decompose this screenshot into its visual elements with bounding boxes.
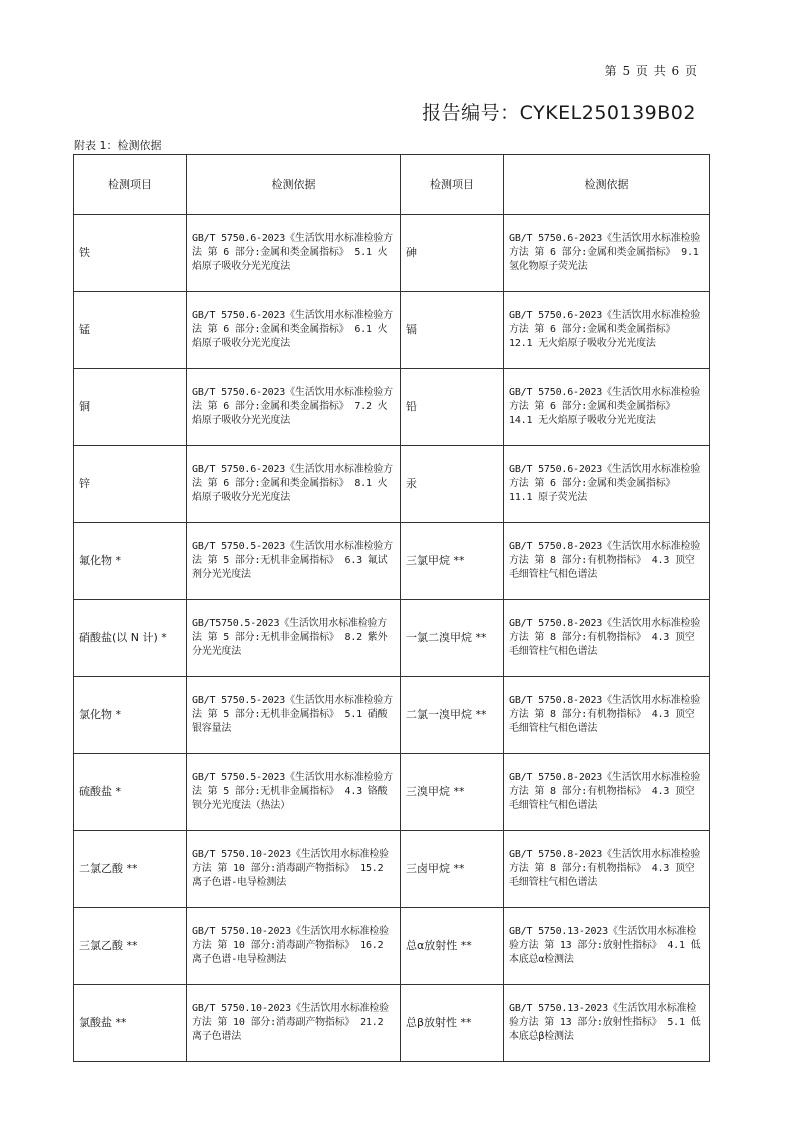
table-row [74, 754, 710, 831]
test-item-cell: 铅 [401, 369, 504, 446]
column-header-item: 检测项目 [74, 155, 187, 215]
test-item-cell: 一氯二溴甲烷 ** [401, 600, 504, 677]
table-row [74, 523, 710, 600]
table-row [74, 215, 710, 292]
table-body [74, 215, 710, 1062]
test-item-cell: 硝酸盐(以 N 计) * [74, 600, 187, 677]
test-method-cell: GB/T 5750.10-2023《生活饮用水标准检验方法 第 10 部分:消毒副产物指标》 16.2 离子色谱-电导检测法 [187, 908, 401, 985]
table-row [74, 985, 710, 1062]
test-method-cell: GB/T 5750.13-2023《生活饮用水标准检验方法 第 13 部分:放射性指标》 5.1 低本底总β检测法 [504, 985, 710, 1062]
test-method-cell: GB/T 5750.6-2023《生活饮用水标准检验方法 第 6 部分:金属和类金属指标》 9.1 氢化物原子荧光法 [504, 215, 710, 292]
test-method-cell: GB/T 5750.6-2023《生活饮用水标准检验方法 第 6 部分:金属和类金属指标》 7.2 火焰原子吸收分光光度法 [187, 369, 401, 446]
test-method-cell: GB/T 5750.6-2023《生活饮用水标准检验方法 第 6 部分:金属和类金属指标》 11.1 原子荧光法 [504, 446, 710, 523]
table-row [74, 600, 710, 677]
table-row [74, 369, 710, 446]
column-header-item: 检测项目 [401, 155, 504, 215]
test-method-cell: GB/T 5750.6-2023《生活饮用水标准检验方法 第 6 部分:金属和类金属指标》 12.1 无火焰原子吸收分光光度法 [504, 292, 710, 369]
test-item-cell: 氯酸盐 ** [74, 985, 187, 1062]
test-item-cell: 镉 [401, 292, 504, 369]
table-row [74, 677, 710, 754]
table-header-row [74, 155, 710, 215]
test-method-cell: GB/T 5750.6-2023《生活饮用水标准检验方法 第 6 部分:金属和类金属指标》 14.1 无火焰原子吸收分光光度法 [504, 369, 710, 446]
test-method-cell: GB/T 5750.10-2023《生活饮用水标准检验方法 第 10 部分:消毒副产物指标》 21.2 离子色谱法 [187, 985, 401, 1062]
test-method-cell: GB/T 5750.6-2023《生活饮用水标准检验方法 第 6 部分:金属和类金属指标》 5.1 火焰原子吸收分光光度法 [187, 215, 401, 292]
table-row [74, 908, 710, 985]
table-row [74, 292, 710, 369]
page-indicator: 第 5 页 共 6 页 [604, 64, 698, 78]
test-item-cell: 氯化物 * [74, 677, 187, 754]
table-row [74, 831, 710, 908]
test-method-cell: GB/T 5750.5-2023《生活饮用水标准检验方法 第 5 部分:无机非金属指标》 6.3 氟试剂分光光度法 [187, 523, 401, 600]
test-method-cell: GB/T 5750.13-2023《生活饮用水标准检验方法 第 13 部分:放射性指标》 4.1 低本底总α检测法 [504, 908, 710, 985]
test-method-cell: GB/T 5750.6-2023《生活饮用水标准检验方法 第 6 部分:金属和类金属指标》 8.1 火焰原子吸收分光光度法 [187, 446, 401, 523]
test-item-cell: 锌 [74, 446, 187, 523]
test-item-cell: 汞 [401, 446, 504, 523]
test-method-cell: GB/T 5750.8-2023《生活饮用水标准检验方法 第 8 部分:有机物指标》 4.3 顶空毛细管柱气相色谱法 [504, 600, 710, 677]
test-method-cell: GB/T 5750.8-2023《生活饮用水标准检验方法 第 8 部分:有机物指标》 4.3 顶空毛细管柱气相色谱法 [504, 523, 710, 600]
column-header-basis: 检测依据 [187, 155, 401, 215]
test-item-cell: 硫酸盐 * [74, 754, 187, 831]
report-number: 报告编号：CYKEL250139B02 [422, 102, 696, 124]
test-item-cell: 三卤甲烷 ** [401, 831, 504, 908]
test-item-cell: 二氯一溴甲烷 ** [401, 677, 504, 754]
test-method-cell: GB/T 5750.8-2023《生活饮用水标准检验方法 第 8 部分:有机物指标》 4.3 顶空毛细管柱气相色谱法 [504, 677, 710, 754]
test-item-cell: 二氯乙酸 ** [74, 831, 187, 908]
column-header-basis: 检测依据 [504, 155, 710, 215]
test-method-cell: GB/T5750.5-2023《生活饮用水标准检验方法 第 5 部分:无机非金属指标》 8.2 紫外分光光度法 [187, 600, 401, 677]
official-seal-stamp [760, 370, 790, 520]
test-item-cell: 氟化物 * [74, 523, 187, 600]
test-method-cell: GB/T 5750.5-2023《生活饮用水标准检验方法 第 5 部分:无机非金属指标》 4.3 铬酸钡分光光度法（热法） [187, 754, 401, 831]
test-item-cell: 三氯乙酸 ** [74, 908, 187, 985]
test-method-cell: GB/T 5750.5-2023《生活饮用水标准检验方法 第 5 部分:无机非金属指标》 5.1 硝酸银容量法 [187, 677, 401, 754]
test-item-cell: 砷 [401, 215, 504, 292]
test-method-cell: GB/T 5750.8-2023《生活饮用水标准检验方法 第 8 部分:有机物指标》 4.3 顶空毛细管柱气相色谱法 [504, 831, 710, 908]
test-item-cell: 锰 [74, 292, 187, 369]
test-method-cell: GB/T 5750.10-2023《生活饮用水标准检验方法 第 10 部分:消毒副产物指标》 15.2 离子色谱-电导检测法 [187, 831, 401, 908]
test-method-cell: GB/T 5750.8-2023《生活饮用水标准检验方法 第 8 部分:有机物指标》 4.3 顶空毛细管柱气相色谱法 [504, 754, 710, 831]
test-item-cell: 总α放射性 ** [401, 908, 504, 985]
test-item-cell: 总β放射性 ** [401, 985, 504, 1062]
table-caption: 附表 1：检测依据 [74, 139, 162, 152]
table-row [74, 446, 710, 523]
test-item-cell: 铜 [74, 369, 187, 446]
test-method-cell: GB/T 5750.6-2023《生活饮用水标准检验方法 第 6 部分:金属和类金属指标》 6.1 火焰原子吸收分光光度法 [187, 292, 401, 369]
test-item-cell: 三溴甲烷 ** [401, 754, 504, 831]
test-basis-table [73, 154, 710, 1062]
test-item-cell: 铁 [74, 215, 187, 292]
test-item-cell: 三氯甲烷 ** [401, 523, 504, 600]
